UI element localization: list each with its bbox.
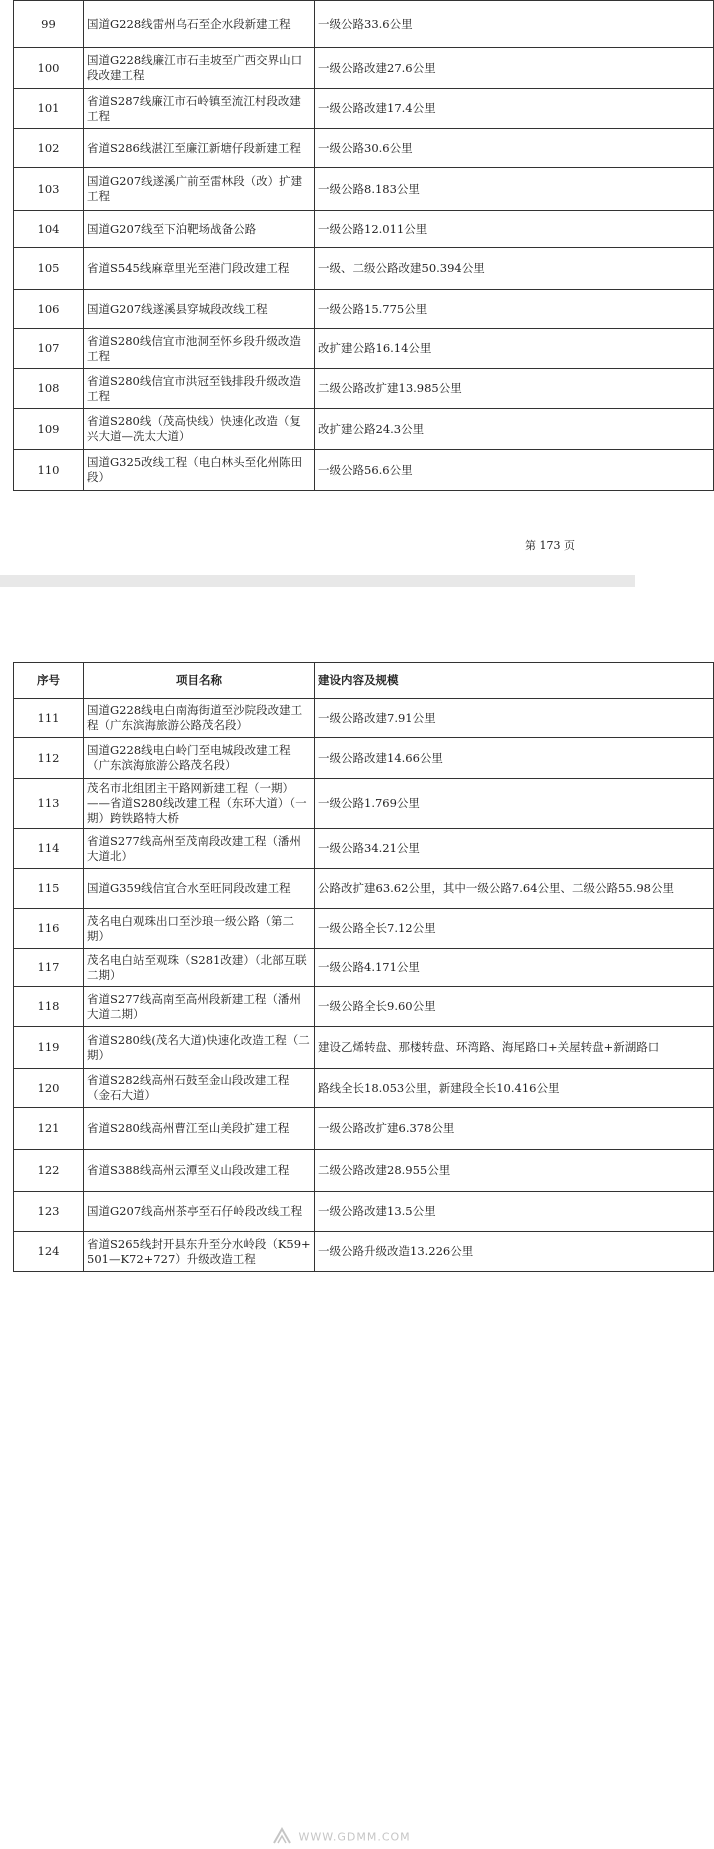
row-project-name: 省道S545线麻章里光至港门段改建工程: [84, 248, 315, 290]
table-row: [14, 129, 714, 168]
row-construction-scale: 一级公路34.21公里: [315, 829, 714, 869]
row-construction-scale: 建设乙烯转盘、那楼转盘、环湾路、海尾路口+关屋转盘+新湖路口: [315, 1027, 714, 1069]
row-construction-scale: 一级公路改建27.6公里: [315, 48, 714, 89]
header-construction-scale: 建设内容及规模: [315, 663, 714, 699]
row-construction-scale: 一级、二级公路改建50.394公里: [315, 248, 714, 290]
row-serial-number: 118: [14, 987, 84, 1027]
table-row: [14, 1069, 714, 1108]
row-serial-number: 116: [14, 909, 84, 949]
row-serial-number: 106: [14, 290, 84, 329]
row-serial-number: 113: [14, 779, 84, 829]
row-project-name: 省道S282线高州石鼓至金山段改建工程（金石大道）: [84, 1069, 315, 1108]
table-row: [14, 1, 714, 48]
row-construction-scale: 一级公路8.183公里: [315, 168, 714, 211]
row-project-name: 国道G228线雷州乌石至企水段新建工程: [84, 1, 315, 48]
row-construction-scale: 二级公路改扩建13.985公里: [315, 369, 714, 409]
row-construction-scale: 一级公路4.171公里: [315, 949, 714, 987]
row-serial-number: 114: [14, 829, 84, 869]
row-construction-scale: 一级公路12.011公里: [315, 211, 714, 248]
row-serial-number: 124: [14, 1232, 84, 1272]
row-construction-scale: 一级公路30.6公里: [315, 129, 714, 168]
row-construction-scale: 一级公路全长9.60公里: [315, 987, 714, 1027]
row-project-name: 国道G207线遂溪广前至雷林段（改）扩建工程: [84, 168, 315, 211]
row-project-name: 省道S280线信宜市池洞至怀乡段升级改造工程: [84, 329, 315, 369]
table-row: [14, 1192, 714, 1232]
table-header-row: [14, 663, 714, 699]
table-row: [14, 987, 714, 1027]
table-row: [14, 829, 714, 869]
row-project-name: 国道G207线高州茶亭至石仔岭段改线工程: [84, 1192, 315, 1232]
row-project-name: 国道G325改线工程（电白林头至化州陈田段）: [84, 450, 315, 491]
table-row: [14, 329, 714, 369]
row-serial-number: 105: [14, 248, 84, 290]
document-page-173: [0, 0, 635, 575]
row-construction-scale: 一级公路1.769公里: [315, 779, 714, 829]
row-project-name: 省道S265线封开县东升至分水岭段（K59+501—K72+727）升级改造工程: [84, 1232, 315, 1272]
table-row: [14, 1150, 714, 1192]
row-serial-number: 107: [14, 329, 84, 369]
row-project-name: 国道G228线电白岭门至电城段改建工程（广东滨海旅游公路茂名段）: [84, 738, 315, 779]
table-row: [14, 949, 714, 987]
table-row: [14, 450, 714, 491]
row-construction-scale: 一级公路改建13.5公里: [315, 1192, 714, 1232]
row-project-name: 茂名电白站至观珠（S281改建）（北部互联二期）: [84, 949, 315, 987]
table-row: [14, 1108, 714, 1150]
row-construction-scale: 一级公路改建14.66公里: [315, 738, 714, 779]
row-project-name: 省道S388线高州云潭至义山段改建工程: [84, 1150, 315, 1192]
row-construction-scale: 二级公路改建28.955公里: [315, 1150, 714, 1192]
row-serial-number: 100: [14, 48, 84, 89]
row-serial-number: 104: [14, 211, 84, 248]
row-serial-number: 99: [14, 1, 84, 48]
row-construction-scale: 一级公路改建7.91公里: [315, 699, 714, 738]
row-serial-number: 117: [14, 949, 84, 987]
row-construction-scale: 一级公路15.775公里: [315, 290, 714, 329]
header-serial-number: 序号: [14, 663, 84, 699]
table-row: [14, 738, 714, 779]
row-construction-scale: 一级公路56.6公里: [315, 450, 714, 491]
table-row: [14, 779, 714, 829]
row-serial-number: 123: [14, 1192, 84, 1232]
row-project-name: 茂名电白观珠出口至沙琅一级公路（第二期）: [84, 909, 315, 949]
row-project-name: 省道S280线信宜市洪冠至钱排段升级改造工程: [84, 369, 315, 409]
table-row: [14, 869, 714, 909]
row-serial-number: 102: [14, 129, 84, 168]
row-project-name: 茂名市北组团主干路网新建工程（一期）——省道S280线改建工程（东环大道）（一期）跨铁路特大桥: [84, 779, 315, 829]
row-project-name: 省道S286线湛江至廉江新塘仔段新建工程: [84, 129, 315, 168]
row-project-name: 省道S280线(茂名大道)快速化改造工程（二期）: [84, 1027, 315, 1069]
row-serial-number: 121: [14, 1108, 84, 1150]
row-project-name: 国道G207线遂溪县穿城段改线工程: [84, 290, 315, 329]
watermark-url: WWW.GDMM.COM: [298, 1830, 411, 1844]
row-construction-scale: 路线全长18.053公里，新建段全长10.416公里: [315, 1069, 714, 1108]
row-serial-number: 122: [14, 1150, 84, 1192]
table-row: [14, 48, 714, 89]
row-project-name: 省道S280线（茂高快线）快速化改造（复兴大道—冼太大道）: [84, 409, 315, 450]
row-serial-number: 108: [14, 369, 84, 409]
table-row: [14, 909, 714, 949]
row-project-name: 省道S277线高南至高州段新建工程（潘州大道二期）: [84, 987, 315, 1027]
row-serial-number: 119: [14, 1027, 84, 1069]
row-project-name: 省道S277线高州至茂南段改建工程（潘州大道北）: [84, 829, 315, 869]
table-row: [14, 699, 714, 738]
row-project-name: 国道G207线至下泊靶场战备公路: [84, 211, 315, 248]
row-serial-number: 120: [14, 1069, 84, 1108]
header-project-name: 项目名称: [84, 663, 315, 699]
row-serial-number: 111: [14, 699, 84, 738]
row-construction-scale: 改扩建公路16.14公里: [315, 329, 714, 369]
row-serial-number: 109: [14, 409, 84, 450]
table-row: [14, 369, 714, 409]
row-construction-scale: 改扩建公路24.3公里: [315, 409, 714, 450]
row-construction-scale: 一级公路改建17.4公里: [315, 89, 714, 129]
row-project-name: 省道S287线廉江市石岭镇至流江村段改建工程: [84, 89, 315, 129]
row-construction-scale: 公路改扩建63.62公里，其中一级公路7.64公里、二级公路55.98公里: [315, 869, 714, 909]
row-project-name: 国道G228线廉江市石圭坡至广西交界山口段改建工程: [84, 48, 315, 89]
table-row: [14, 1027, 714, 1069]
row-construction-scale: 一级公路升级改造13.226公里: [315, 1232, 714, 1272]
row-construction-scale: 一级公路改扩建6.378公里: [315, 1108, 714, 1150]
table-row: [14, 168, 714, 211]
table-row: [14, 211, 714, 248]
project-table-page-173: [13, 0, 714, 491]
table-row: [14, 1232, 714, 1272]
table-row: [14, 248, 714, 290]
project-table-page-174: [13, 662, 714, 1272]
row-serial-number: 112: [14, 738, 84, 779]
row-project-name: 省道S280线高州曹江至山美段扩建工程: [84, 1108, 315, 1150]
row-serial-number: 115: [14, 869, 84, 909]
row-serial-number: 101: [14, 89, 84, 129]
table-row: [14, 290, 714, 329]
row-project-name: 国道G228线电白南海街道至沙院段改建工程（广东滨海旅游公路茂名段）: [84, 699, 315, 738]
document-page-174: [0, 587, 674, 1844]
page-number: 第 173 页: [525, 539, 575, 552]
row-serial-number: 110: [14, 450, 84, 491]
table-row: [14, 89, 714, 129]
row-project-name: 国道G359线信宜合水至旺同段改建工程: [84, 869, 315, 909]
watermark-logo-icon: [270, 1825, 294, 1849]
page-separator: [0, 575, 635, 587]
row-serial-number: 103: [14, 168, 84, 211]
watermark: [270, 1825, 411, 1849]
row-construction-scale: 一级公路33.6公里: [315, 1, 714, 48]
row-construction-scale: 一级公路全长7.12公里: [315, 909, 714, 949]
table-row: [14, 409, 714, 450]
